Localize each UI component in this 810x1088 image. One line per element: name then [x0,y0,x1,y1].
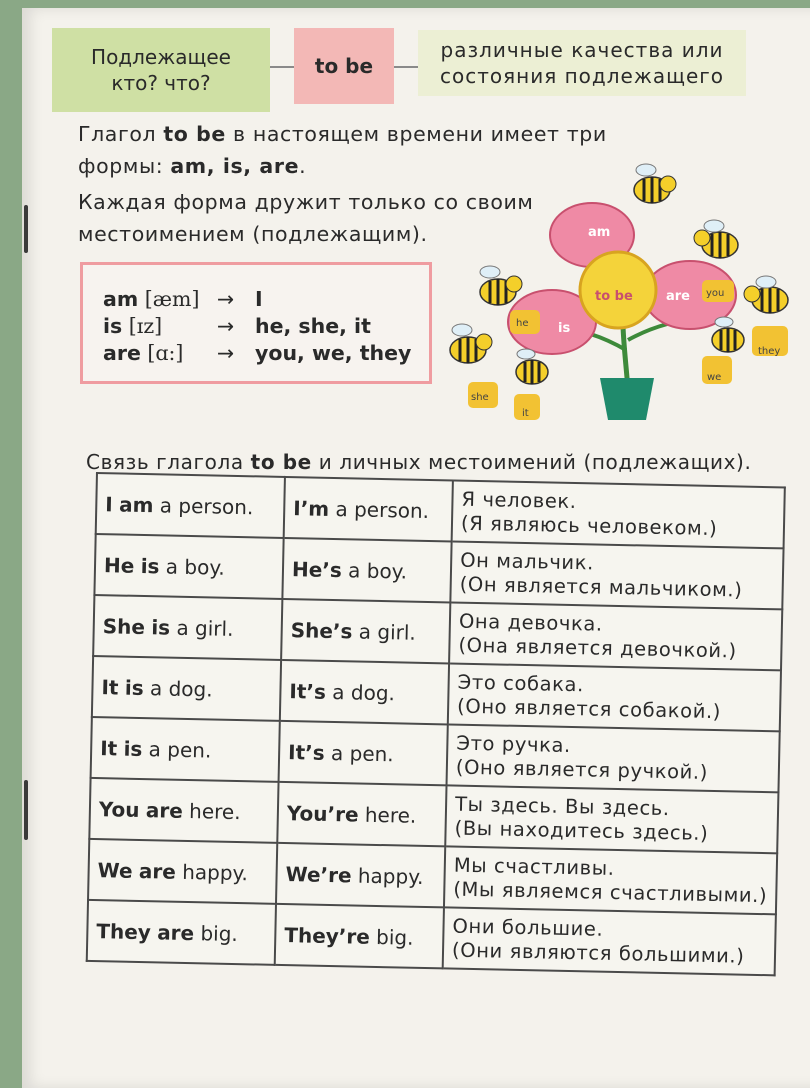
verb: is [124,675,144,700]
full-form-cell [94,534,283,599]
rest: a person. [159,492,254,519]
subject-question: кто? что? [111,71,211,95]
pot-label: you [706,288,725,299]
form-row-am [103,285,263,313]
contraction: We’re [285,861,352,887]
subject: They [96,918,152,944]
text: местоимением (подлежащим). [78,222,428,246]
verb-box [294,28,394,104]
petal-label: am [588,225,611,240]
full-form-cell [96,473,285,538]
rest: a girl. [176,615,234,641]
literal-translation: (Оно является ручкой.) [455,755,709,784]
contraction: I’m [293,495,330,521]
gutter-mark [24,205,28,253]
rest: here. [188,798,241,824]
to-be-table [86,472,786,976]
gutter-mark [24,780,28,840]
contraction: It’s [287,739,325,765]
petal-label: are [666,289,691,304]
transcription: [ɪz] [128,314,163,338]
translation-cell [447,724,780,792]
translation: Это ручка. [456,731,572,757]
translation-cell [452,480,785,548]
literal-translation: (Вы находитесь здесь.) [454,816,709,845]
rest: here. [364,802,417,828]
translation-cell [450,541,783,609]
verb: is [140,553,160,578]
verb: am [118,491,154,517]
form-row-is [103,312,371,340]
verb: are [156,919,195,945]
rest: happy. [181,859,249,885]
translation: Мы счастливы. [453,853,615,880]
arrow-icon: → [217,287,235,311]
short-form-cell [279,721,448,786]
subject: She [102,613,146,639]
quality-box [418,30,746,96]
translation: Он мальчик. [460,548,595,574]
rest: a pen. [148,736,212,762]
quality-line1: различные качества или [440,38,724,62]
literal-translation: (Она является девочкой.) [458,633,737,662]
translation: Ты здесь. Вы здесь. [454,792,670,820]
form-row-are [103,339,412,367]
pot-label: we [707,372,722,383]
text: Каждая форма дружит только со своим [78,190,534,214]
translation: Я человек. [461,487,577,513]
pot-label: it [522,408,529,419]
verb: are [145,797,184,823]
rest: big. [375,924,414,950]
form: am [103,287,139,311]
short-form-cell [277,782,446,847]
literal-translation: (Оно является собакой.) [456,694,722,723]
short-form-cell [284,477,453,542]
pronouns: he, she, it [255,314,371,338]
rest: a pen. [330,740,394,766]
full-form-cell [93,595,282,660]
petal-label: is [558,321,571,336]
bee-icon [480,266,522,305]
short-form-cell [280,660,449,725]
rest: a dog. [332,679,396,705]
rest: big. [200,920,239,946]
text: в настоящем времени имеет три [225,122,607,146]
verb-label: to be [314,54,374,78]
short-form-cell [275,904,444,969]
translation-cell [443,907,776,975]
text: . [299,154,307,178]
bee-icon [634,164,676,203]
literal-translation: (Он является мальчиком.) [459,572,743,602]
contraction: She’s [290,617,353,643]
arrow-icon: → [217,341,235,365]
translation: Они большие. [452,914,604,941]
text: формы: [78,154,171,178]
to-be-bold: to be [163,122,226,146]
bee-icon [712,317,744,352]
quality-line2: состояния подлежащего [440,64,724,88]
to-be-bold: to be [250,450,312,474]
text: Глагол [78,122,164,146]
subject-box [52,28,270,112]
rest: happy. [357,863,424,889]
transcription: [ɑ:] [147,341,184,365]
literal-translation: (Я являюсь человеком.) [460,511,718,540]
short-form-cell [281,599,450,664]
subject: You [98,796,140,822]
flower-pot [600,378,654,420]
forms-bold: am, is, are [170,154,300,178]
pronouns: you, we, they [255,341,412,365]
full-form-cell [89,778,278,843]
contraction: You’re [286,800,359,827]
rest: a boy. [347,557,408,584]
transcription: [æm] [144,287,200,311]
full-form-cell [87,900,276,965]
translation-cell [449,602,782,670]
table-row [87,900,776,975]
pot-label: he [516,318,529,329]
connector-line [394,66,418,68]
bee-icon [694,220,738,258]
translation-cell [444,846,777,914]
contraction: He’s [291,556,343,582]
full-form-cell [92,656,281,721]
contraction: They’re [284,922,371,949]
pot-label: they [758,346,781,357]
subject: It [101,674,119,700]
rest: a person. [335,496,430,523]
subject: It [99,735,118,761]
text: и личных местоимений (подлежащих). [311,450,752,474]
contraction: It’s [289,678,327,704]
arrow-icon: → [217,314,235,338]
verb: is [151,614,171,640]
form: is [103,314,123,338]
connector-line [270,66,294,68]
rest: a girl. [358,619,417,645]
translation: Она девочка. [458,609,603,636]
literal-translation: (Они являются большими.) [451,938,745,968]
subject: He [103,552,135,578]
pronouns: I [255,287,263,311]
verb: are [138,858,177,884]
verb: is [123,736,143,761]
translation-cell [445,785,778,853]
short-form-cell [276,843,445,908]
subject: I [105,491,114,516]
flower-bee-illustration [440,150,810,430]
subject-label: Подлежащее [91,45,231,69]
translation-cell [448,663,781,731]
subject: We [97,857,133,883]
bee-icon [744,276,788,313]
pot-label: she [471,392,489,403]
rest: a boy. [165,553,225,580]
bee-icon [450,324,492,363]
literal-translation: (Мы являемся счастливыми.) [453,877,768,907]
forms-box [80,262,432,384]
form: are [103,341,141,365]
translation: Это собака. [457,670,585,696]
center-label: to be [595,289,633,304]
rest: a dog. [149,675,213,701]
table-caption [86,450,751,474]
text: Связь глагола [86,450,251,474]
full-form-cell [91,717,280,782]
short-form-cell [282,538,451,603]
full-form-cell [88,839,277,904]
